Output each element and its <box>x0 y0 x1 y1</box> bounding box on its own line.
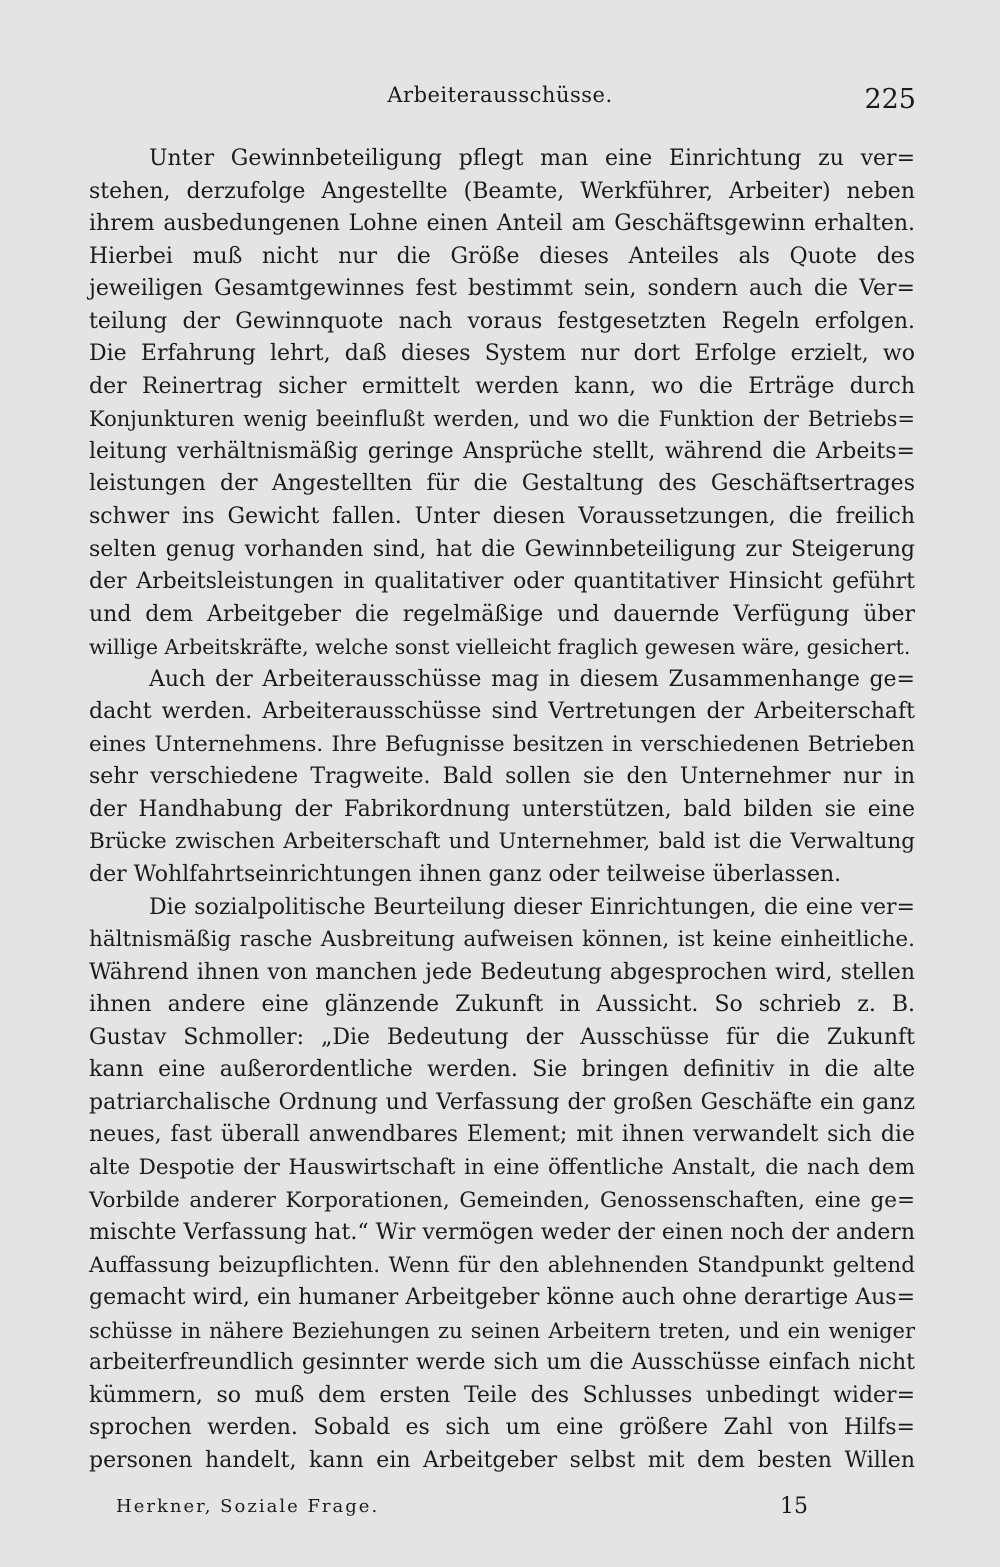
text-line: Unter Gewinnbeteiligung pflegt man eine Einrichtung zu ver= <box>149 146 915 171</box>
text-line: arbeiterfreundlich gesinnter werde sich um die Ausschüsse einfach nicht <box>89 1350 915 1376</box>
text-line: neues, fast überall anwendbares Element; mit ihnen verwandelt sich die <box>89 1122 915 1148</box>
body-text <box>89 143 915 1477</box>
text-line: gemacht wird, ein humaner Arbeitgeber könne auch ohne derartige Aus= <box>89 1285 915 1311</box>
text-line: Während ihnen von manchen jede Bedeutung abgesprochen wird, stellen <box>89 959 915 985</box>
text-line: kann eine außerordentliche werden. Sie bringen definitiv in die alte <box>89 1057 915 1083</box>
text-line: der Arbeitsleistungen in qualitativer oder quantitativer Hinsicht geführt <box>89 569 915 595</box>
text-line: Gustav Schmoller: „Die Bedeutung der Ausschüsse für die Zukunft <box>89 1024 915 1050</box>
text-line: jeweiligen Gesamtgewinnes fest bestimmt sein, sondern auch die Ver= <box>89 276 915 302</box>
text-line: mischte Verfassung hat.“ Wir vermögen weder der einen noch der andern <box>89 1220 915 1246</box>
text-line: eines Unternehmens. Ihre Befugnisse besitzen in verschiedenen Betrieben <box>89 731 915 757</box>
text-line: der Wohlfahrtseinrichtungen ihnen ganz oder teilweise überlassen. <box>89 862 842 888</box>
text-line: leistungen der Angestellten für die Gestaltung des Geschäftsertrages <box>89 471 915 497</box>
text-line: der Handhabung der Fabrikordnung unterstützen, bald bilden sie eine <box>89 796 915 822</box>
text-line: teilung der Gewinnquote nach voraus festgesetzten Regeln erfolgen. <box>89 308 915 334</box>
text-line: hältnismäßig rasche Ausbreitung aufweisen können, ist keine einheitliche. <box>89 927 915 953</box>
text-line: leitung verhältnismäßig geringe Ansprüche stellt, während die Arbeits= <box>89 438 915 464</box>
running-header: Arbeiterausschüsse. <box>387 83 613 107</box>
text-line: Vorbilde anderer Korporationen, Gemeinden, Genossenschaften, eine ge= <box>89 1187 915 1213</box>
text-line: Auch der Arbeiterausschüsse mag in diesem Zusammenhange ge= <box>149 666 915 692</box>
text-line: selten genug vorhanden sind, hat die Gewinnbeteiligung zur Steigerung <box>89 536 915 562</box>
text-line: patriarchalische Ordnung und Verfassung der großen Geschäfte ein ganz <box>89 1089 915 1115</box>
text-line: dacht werden. Arbeiterausschüsse sind Vertretungen der Arbeiterschaft <box>89 699 915 725</box>
text-line: Hierbei muß nicht nur die Größe dieses Anteiles als Quote des <box>89 243 915 269</box>
text-line: Die Erfahrung lehrt, daß dieses System nur dort Erfolge erzielt, wo <box>89 341 915 367</box>
text-line: Konjunkturen wenig beeinflußt werden, und wo die Funktion der Betriebs= <box>89 407 915 432</box>
text-line: schwer ins Gewicht fallen. Unter diesen Voraussetzungen, die freilich <box>89 504 915 530</box>
text-line: willige Arbeitskräfte, welche sonst vielleicht fraglich gewesen wäre, gesichert. <box>89 635 911 660</box>
text-line: sehr verschiedene Tragweite. Bald sollen sie den Unternehmer nur in <box>89 764 915 790</box>
text-line: sprochen werden. Sobald es sich um eine größere Zahl von Hilfs= <box>89 1415 915 1441</box>
text-line: schüsse in nähere Beziehungen zu seinen Arbeitern treten, und ein weniger <box>89 1318 915 1343</box>
text-line: Auffassung beizupflichten. Wenn für den ablehnenden Standpunkt geltend <box>89 1252 915 1278</box>
text-line: ihrem ausbedungenen Lohne einen Anteil am Geschäftsgewinn erhalten. <box>89 211 915 237</box>
text-line: stehen, derzufolge Angestellte (Beamte, Werkführer, Arbeiter) neben <box>89 178 915 204</box>
text-line: und dem Arbeitgeber die regelmäßige und dauernde Verfügung über <box>89 601 915 627</box>
text-line: alte Despotie der Hauswirtschaft in eine öffentliche Anstalt, die nach dem <box>89 1154 915 1180</box>
text-line: der Reinertrag sicher ermittelt werden kann, wo die Erträge durch <box>89 373 915 399</box>
text-line: Brücke zwischen Arbeiterschaft und Unternehmer, bald ist die Verwaltung <box>89 829 915 855</box>
text-line: personen handelt, kann ein Arbeitgeber selbst mit dem besten Willen <box>89 1447 915 1473</box>
text-line: kümmern, so muß dem ersten Teile des Schlusses unbedingt wider= <box>89 1382 915 1408</box>
footer-signature: Herkner, Soziale Frage. <box>116 1496 380 1517</box>
text-line: ihnen andere eine glänzende Zukunft in Aussicht. So schrieb z. B. <box>89 992 915 1018</box>
text-line: Die sozialpolitische Beurteilung dieser Einrichtungen, die eine ver= <box>149 894 915 920</box>
page-number: 225 <box>864 84 916 115</box>
sheet-number: 15 <box>780 1494 808 1519</box>
